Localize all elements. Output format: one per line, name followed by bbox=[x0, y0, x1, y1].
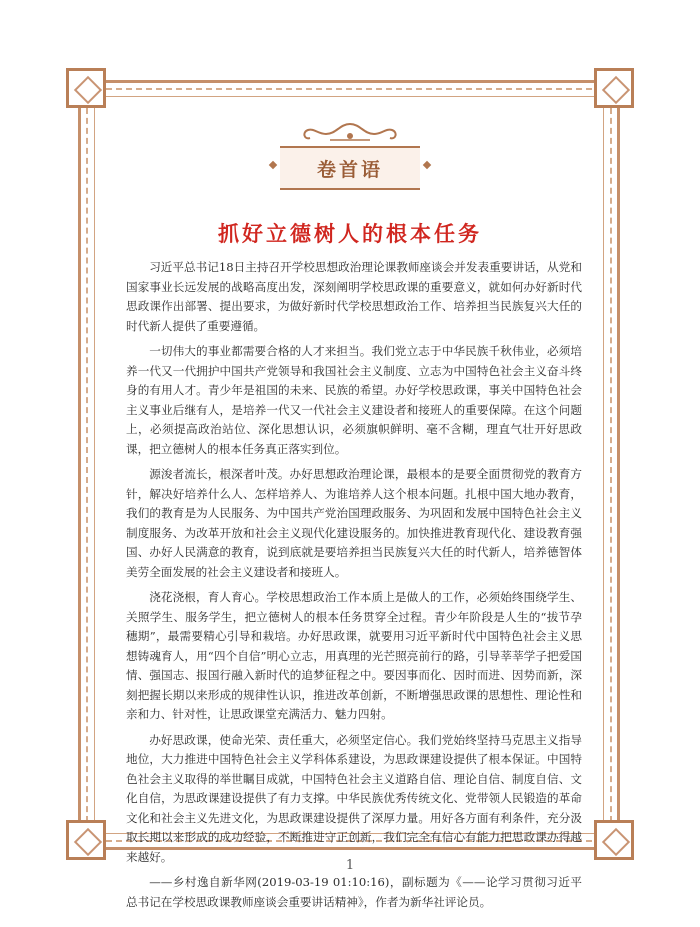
paragraph: 一切伟大的事业都需要合格的人才来担当。我们党立志于中华民族千秋伟业，必须培养一代又一代拥护中国共产党领导和我国社会主义制度、立志为中国特色社会主义奋斗终身的有用人才。青少年是祖国的未来、民族的希望。办好学校思政课，事关中国特色社会主义事业后继有人，是培养一代又一代社会主义建设者和接班人的重要保障。在这个问题上，必须提高政治站位、深化思想认识，必须旗帜鲜明、毫不含糊，理直气壮开好思政课，把立德树人的根本任务真正落实到位。 bbox=[126, 344, 582, 456]
paragraph: 办好思政课，使命光荣、责任重大，必须坚定信心。我们党始终坚持马克思主义指导地位，大力推进中国特色社会主义学科体系建设，为思政课建设提供了根本保证。中国特色社会主义取得的举世瞩目成就，中国特色社会主义道路自信、理论自信、制度自信、文化自信，为思政课建设提供了有力支撑。中华民族优秀传统文化、党带领人民锻造的革命文化和社会主义先进文化，为思政课建设提供了深厚力量。用好各方面有利条件，充分汲取长期以来形成的成功经验，不断推进守正创新，我们完全有信心有能力把思政课办得越来越好。 bbox=[126, 732, 582, 864]
paragraph: 习近平总书记18日主持召开学校思想政治理论课教师座谈会并发表重要讲话，从党和国家事业长远发展的战略高度出发，深刻阐明学校思政课的重要意义，就如何办好新时代思政课作出部署、提出要求，为做好新时代学校思想政治工作、培养担当民族复兴大任的时代新人提供了重要遵循。 bbox=[126, 260, 582, 333]
corner-ornament-icon bbox=[66, 820, 106, 860]
article-body bbox=[126, 258, 582, 912]
corner-ornament-icon bbox=[66, 68, 106, 108]
corner-ornament-icon bbox=[594, 68, 634, 108]
section-title: 卷首语 bbox=[316, 158, 383, 181]
scroll-ornament-icon bbox=[280, 120, 420, 144]
article-title: 抓好立德树人的根本任务 bbox=[218, 221, 482, 246]
source-citation: ——乡村逸自新华网(2019-03-19 01:10:16)，副标题为《——论学习贯彻习近平总书记在学校思政课教师座谈会重要讲话精神》，作者为新华社评论员。 bbox=[126, 875, 582, 909]
corner-ornament-icon bbox=[594, 820, 634, 860]
section-title-box bbox=[280, 146, 420, 190]
page-number: 1 bbox=[345, 858, 355, 873]
paragraph: 源浚者流长，根深者叶茂。办好思想政治理论课，最根本的是要全面贯彻党的教育方针，解决好培养什么人、怎样培养人、为谁培养人这个根本问题。扎根中国大地办教育，我们的教育是为人民服务、为中国共产党治国理政服务、为巩固和发展中国特色社会主义制度服务、为改革开放和社会主义现代化建设服务的。加快推进教育现代化、建设教育强国、办好人民满意的教育，说到底就是要培养担当民族复兴大任的时代新人，培养德智体美劳全面发展的社会主义建设者和接班人。 bbox=[126, 467, 582, 579]
paragraph: 浇花浇根，育人育心。学校思想政治工作本质上是做人的工作，必须始终围绕学生、关照学生、服务学生，把立德树人的根本任务贯穿全过程。青少年阶段是人生的“拔节孕穗期”，最需要精心引导和栽培。办好思政课，就要用习近平新时代中国特色社会主义思想铸魂育人，用“四个自信”明心立志，用真理的光芒照亮前行的路，引导莘莘学子把爱国情、强国志、报国行融入新时代的追梦征程之中。要因事而化、因时而进、因势而新，深刻把握长期以来形成的规律性认识，推进改革创新，不断增强思政课的思想性、理论性和亲和力、针对性，让思政课堂充满活力、魅力四射。 bbox=[126, 590, 582, 721]
